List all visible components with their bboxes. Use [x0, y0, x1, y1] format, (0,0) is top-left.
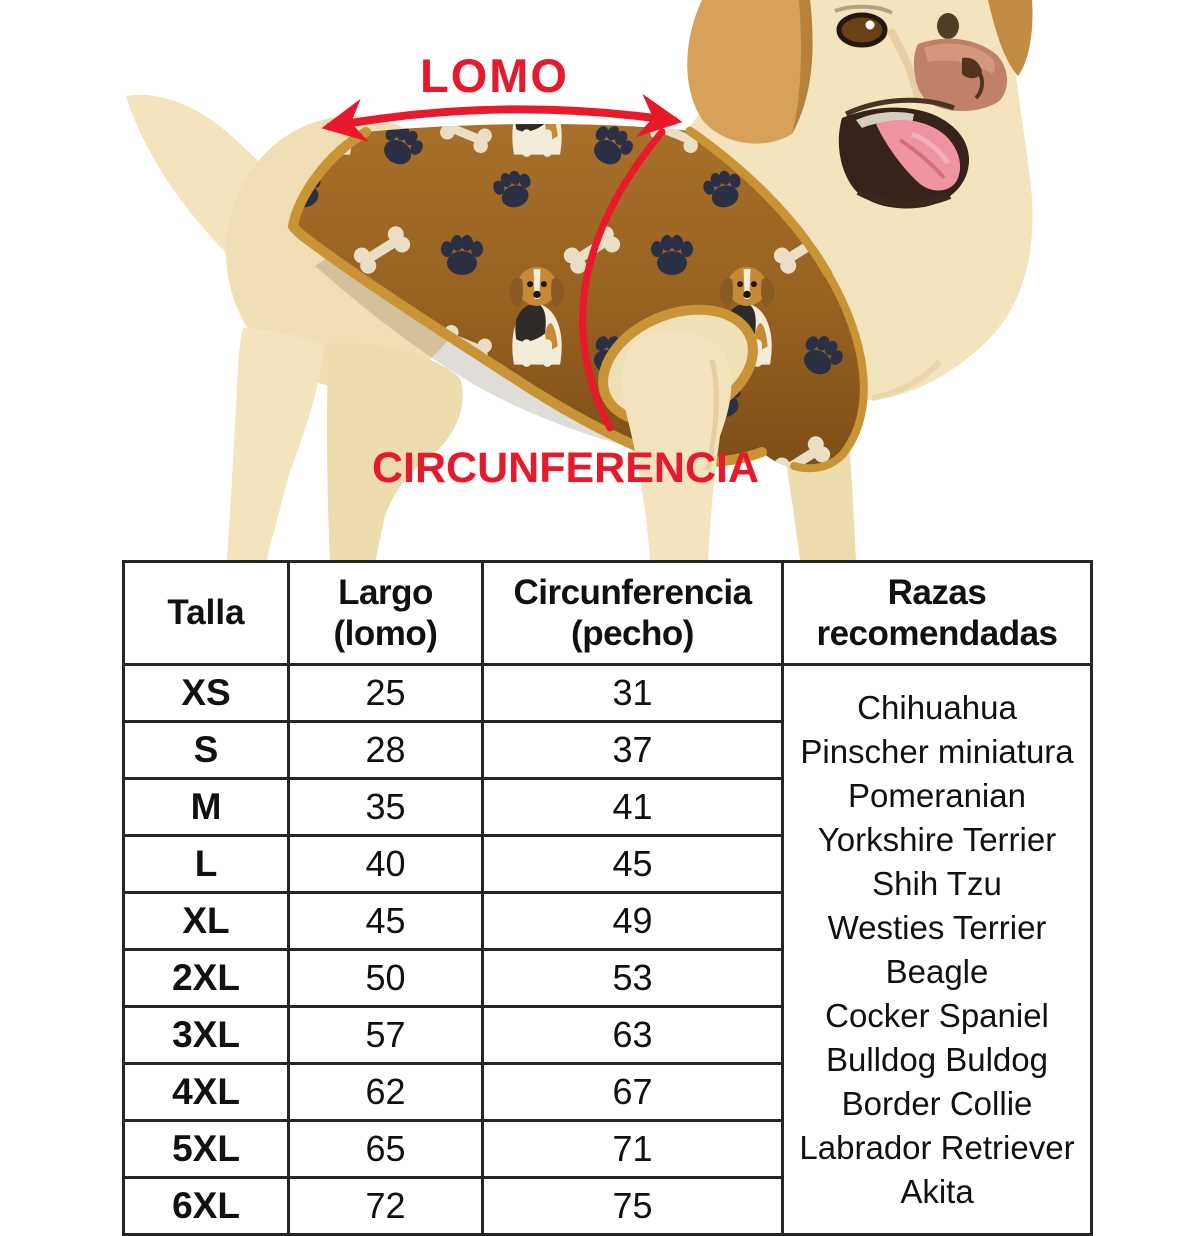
size-cell: 6XL: [124, 1178, 289, 1235]
back-measure-label: LOMO: [420, 49, 569, 102]
breed-item: Yorkshire Terrier: [817, 820, 1057, 858]
breed-item: Akita: [900, 1172, 974, 1210]
breeds-cell: [783, 665, 1092, 1235]
breed-item: Westies Terrier: [827, 908, 1047, 946]
col-header-razas: Razas recomendadas: [783, 562, 1092, 665]
largo-cell: 40: [289, 836, 483, 893]
size-cell: 3XL: [124, 1007, 289, 1064]
circ-cell: 53: [483, 950, 783, 1007]
table-row: [124, 665, 1092, 722]
header-row: [124, 562, 1092, 665]
size-cell: 2XL: [124, 950, 289, 1007]
largo-cell: 50: [289, 950, 483, 1007]
circ-cell: 49: [483, 893, 783, 950]
largo-cell: 62: [289, 1064, 483, 1121]
breed-item: Labrador Retriever: [799, 1128, 1075, 1166]
size-cell: 4XL: [124, 1064, 289, 1121]
product-photo: [0, 0, 1200, 560]
circ-cell: 41: [483, 779, 783, 836]
breed-item: Pinscher miniatura: [800, 732, 1074, 770]
breed-item: Bulldog Buldog: [825, 1040, 1048, 1078]
chest-measure-label: CIRCUNFERENCIA: [372, 444, 759, 492]
col-header-circunferencia: Circunferencia (pecho): [483, 562, 783, 665]
largo-cell: 57: [289, 1007, 483, 1064]
largo-cell: 35: [289, 779, 483, 836]
circ-cell: 75: [483, 1178, 783, 1235]
breed-item: Cocker Spaniel: [825, 996, 1049, 1034]
circ-cell: 45: [483, 836, 783, 893]
largo-cell: 65: [289, 1121, 483, 1178]
size-cell: S: [124, 722, 289, 779]
breed-item: Shih Tzu: [872, 864, 1002, 902]
size-chart-table: [122, 560, 1093, 1236]
size-cell: M: [124, 779, 289, 836]
size-cell: 5XL: [124, 1121, 289, 1178]
breed-item: Border Collie: [841, 1084, 1033, 1122]
circ-cell: 63: [483, 1007, 783, 1064]
size-cell: XL: [124, 893, 289, 950]
circ-cell: 37: [483, 722, 783, 779]
circ-cell: 31: [483, 665, 783, 722]
largo-cell: 45: [289, 893, 483, 950]
breed-item: Pomeranian: [848, 776, 1026, 814]
col-header-talla: Talla: [124, 562, 289, 665]
largo-cell: 72: [289, 1178, 483, 1235]
size-cell: XS: [124, 665, 289, 722]
largo-cell: 25: [289, 665, 483, 722]
size-cell: L: [124, 836, 289, 893]
breed-item: Chihuahua: [857, 688, 1017, 726]
col-header-largo: Largo (lomo): [289, 562, 483, 665]
circ-cell: 71: [483, 1121, 783, 1178]
largo-cell: 28: [289, 722, 483, 779]
dog-ear-icon: [687, 0, 812, 144]
breed-item: Beagle: [885, 952, 989, 990]
circ-cell: 67: [483, 1064, 783, 1121]
